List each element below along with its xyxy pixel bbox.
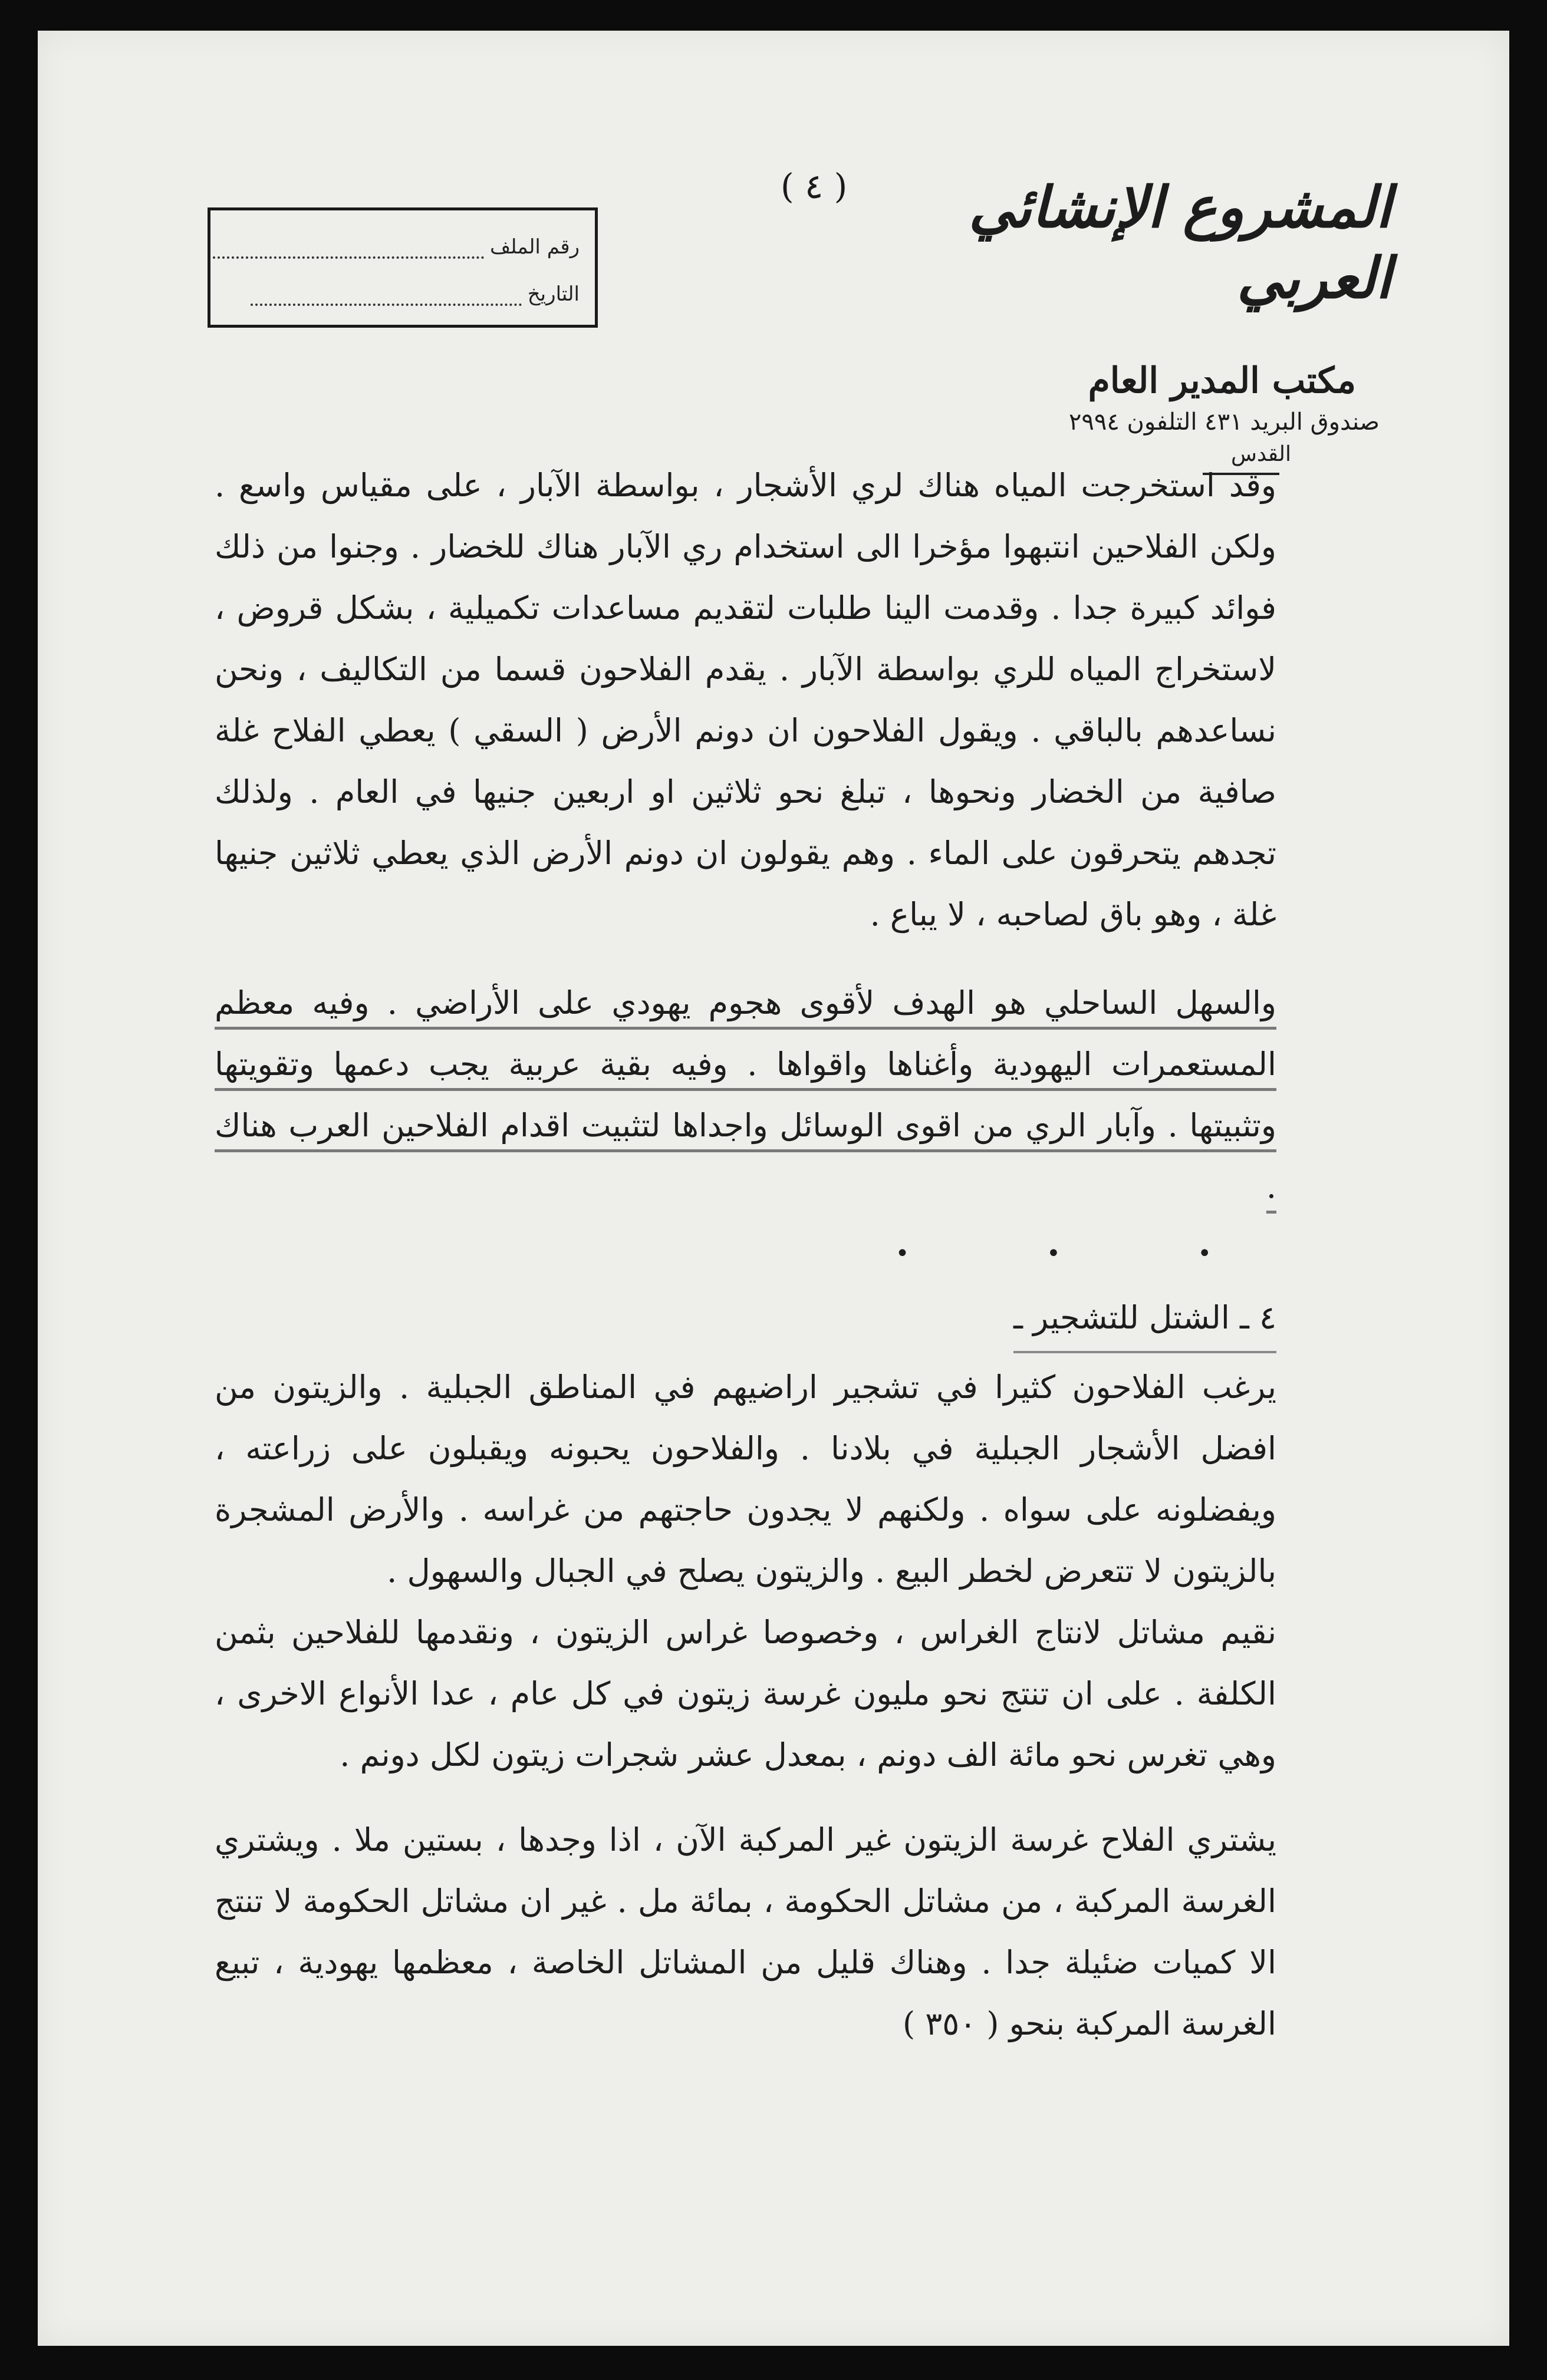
paragraph-gap [215, 1786, 1276, 1809]
document-page [38, 31, 1509, 2346]
city-name: القدس [1230, 442, 1291, 466]
file-number-field [213, 242, 484, 259]
paragraph-seedling-prices: يشتري الفلاح غرسة الزيتون غير المركبة الآن ، اذا وجدها ، بستين ملا . ويشتري الغرسة المركبة ، من مشاتل الحكومة ، بمائة مل . غير ان مشاتل الحكومة لا تنتج الا كميات ضئيلة جدا . وهناك قليل من المشاتل الخاصة ، معظمها يهودية ، تبيع الغرسة المركبة بنحو ( ٣٥٠ ) [215, 1821, 1276, 2042]
file-number-label: رقم الملف [489, 235, 580, 259]
letter-body [215, 455, 1276, 2055]
paragraph-coastal-plain [215, 973, 1276, 1218]
office-name: مكتب المدير العام [1088, 360, 1356, 401]
section-heading-text: ٤ ـ الشتل للتشجير ـ [1013, 1288, 1276, 1353]
date-row [251, 282, 580, 306]
section-heading [215, 1288, 1276, 1353]
letterhead [967, 172, 1391, 475]
date-field [251, 289, 522, 306]
paragraph-wells: وقد استخرجت المياه هناك لري الأشجار ، بواسطة الآبار ، على مقياس واسع . ولكن الفلاحين انتبهوا مؤخرا الى استخدام ري الآبار هناك للخضار . وجنوا من ذلك فوائد كبيرة جدا . وقدمت الينا طلبات لتقديم مساعدات تكميلية ، بشكل قروض ، لاستخراج المياه للري بواسطة الآبار . يقدم الفلاحون قسما من التكاليف ، ونحن نساعدهم بالباقي . ويقول الفلاحون ان دونم الأرض ( السقي ) يعطي الفلاح غلة صافية من الخضار ونحوها ، تبلغ نحو ثلاثين او اربعين جنيها في العام . ولذلك تجدهم يتحرقون على الماء . وهم يقولون ان دونم الأرض الذي يعطي ثلاثين جنيها غلة ، وهو باق لصاحبه ، لا يباع . [215, 467, 1276, 933]
file-number-row [213, 235, 580, 259]
file-reference-box [208, 207, 598, 328]
paragraph-nurseries: نقيم مشاتل لانتاج الغراس ، وخصوصا غراس الزيتون ، ونقدمها للفلاحين بثمن الكلفة . على ان تنتج نحو مليون غرسة زيتون في كل عام ، عدا الأنواع الاخرى ، وهي تغرس نحو مائة الف دونم ، بمعدل عشر شجرات زيتون لكل دونم . [215, 1614, 1276, 1774]
organization-name: المشروع الإنشائي العربي [969, 174, 1391, 311]
paragraph-olive-planting: يرغب الفلاحون كثيرا في تشجير اراضيهم في المناطق الجبلية . والزيتون من افضل الأشجار الجبلية في بلادنا . والفلاحون يحبونه ويقبلون على زراعته ، ويفضلونه على سواه . ولكنهم لا يجدون حاجتهم من غراسه . والأرض المشجرة بالزيتون لا تتعرض لخطر البيع . والزيتون يصلح في الجبال والسهول . [215, 1369, 1276, 1590]
underlined-text: والسهل الساحلي هو الهدف لأقوى هجوم يهودي على الأراضي . وفيه معظم المستعمرات اليهودية وأغناها واقواها . وفيه بقية عربية يجب دعمها وتقويتها وتثبيتها . وآبار الري من اقوى الوسائل واجداها لتثبيت اقدام الفلاحين العرب هناك . [215, 984, 1276, 1205]
section-separator: • • • [895, 1240, 1276, 1267]
contact-line: صندوق البريد ٤٣١ التلفون ٢٩٩٤ [1068, 408, 1380, 436]
date-label: التاريخ [527, 282, 580, 306]
page-number: ( ٤ ) [781, 166, 848, 206]
